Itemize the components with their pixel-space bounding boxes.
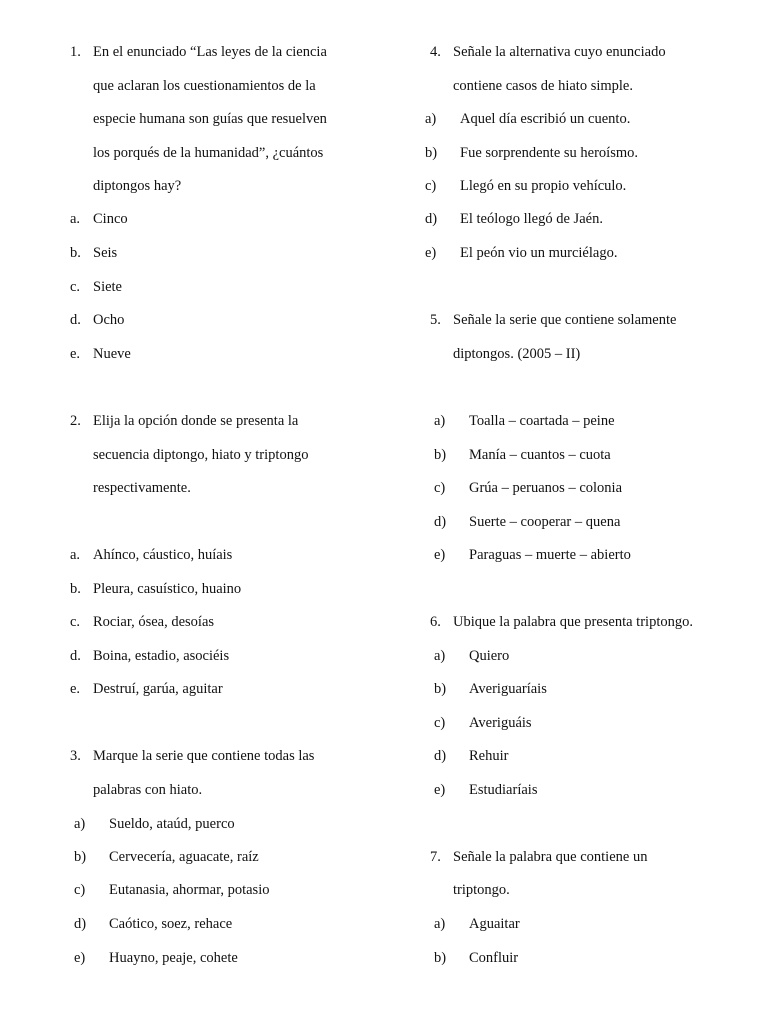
- option-text: Fue sorprendente su heroísmo.: [460, 145, 638, 161]
- option-text: Estudiaríais: [469, 782, 538, 798]
- question-number: 2.: [70, 413, 81, 429]
- question-stem-line: contiene casos de hiato simple.: [453, 78, 633, 94]
- question-stem-line: Elija la opción donde se presenta la: [93, 413, 299, 429]
- option-text: Averiguáis: [469, 715, 532, 731]
- option-label: c): [74, 882, 86, 898]
- option-text: El peón vio un murciélago.: [460, 245, 618, 261]
- option-label: a): [434, 413, 446, 429]
- option-label: d): [434, 748, 447, 764]
- option-text: Quiero: [469, 648, 510, 664]
- option-label: d.: [70, 648, 81, 664]
- option-text: El teólogo llegó de Jaén.: [460, 211, 603, 227]
- option-label: b.: [70, 581, 81, 597]
- option-label: d): [425, 211, 438, 227]
- question-number: 6.: [430, 614, 441, 630]
- option-text: Manía – cuantos – cuota: [469, 447, 611, 463]
- option-text: Ahínco, cáustico, huíais: [93, 547, 233, 563]
- option-label: a.: [70, 547, 81, 563]
- option-label: c.: [70, 279, 81, 295]
- option-label: b): [434, 950, 447, 966]
- question-number: 4.: [430, 44, 441, 60]
- question-stem-line: que aclaran los cuestionamientos de la: [93, 78, 316, 94]
- option-text: Destruí, garúa, aguitar: [93, 681, 223, 697]
- option-text: Paraguas – muerte – abierto: [469, 547, 631, 563]
- question-stem-line: Señale la palabra que contiene un: [453, 849, 648, 865]
- option-text: Ocho: [93, 312, 125, 328]
- option-text: Caótico, soez, rehace: [109, 916, 233, 932]
- question-stem-line: los porqués de la humanidad”, ¿cuántos: [93, 145, 324, 161]
- option-label: a): [425, 111, 437, 127]
- option-label: e): [434, 782, 446, 798]
- question-stem-line: diptongos hay?: [93, 178, 182, 194]
- option-label: d): [434, 514, 447, 530]
- option-text: Siete: [93, 279, 122, 295]
- option-label: b): [434, 681, 447, 697]
- option-text: Seis: [93, 245, 118, 261]
- option-label: e.: [70, 681, 81, 697]
- option-text: Rehuir: [469, 748, 509, 764]
- option-label: b): [74, 849, 87, 865]
- option-label: b.: [70, 245, 81, 261]
- option-text: Grúa – peruanos – colonia: [469, 480, 623, 496]
- option-text: Huayno, peaje, cohete: [109, 950, 238, 966]
- option-label: a.: [70, 211, 81, 227]
- option-label: c): [425, 178, 437, 194]
- question-number: 7.: [430, 849, 441, 865]
- option-label: d.: [70, 312, 81, 328]
- option-text: Suerte – cooperar – quena: [469, 514, 621, 530]
- option-text: Confluir: [469, 950, 519, 966]
- option-text: Sueldo, ataúd, puerco: [109, 816, 235, 832]
- option-text: Aguaitar: [469, 916, 520, 932]
- option-label: a): [434, 648, 446, 664]
- option-text: Aquel día escribió un cuento.: [460, 111, 631, 127]
- option-text: Nueve: [93, 346, 131, 362]
- option-text: Boina, estadio, asociéis: [93, 648, 230, 664]
- option-label: a): [74, 816, 86, 832]
- option-text: Llegó en su propio vehículo.: [460, 178, 627, 194]
- option-text: Toalla – coartada – peine: [469, 413, 615, 429]
- question-stem-line: triptongo.: [453, 882, 510, 898]
- option-text: Averiguaríais: [469, 681, 547, 697]
- option-text: Cinco: [93, 211, 128, 227]
- question-stem-line: Señale la alternativa cuyo enunciado: [453, 44, 666, 60]
- option-text: Cervecería, aguacate, raíz: [109, 849, 259, 865]
- question-stem-line: Ubique la palabra que presenta triptongo.: [453, 614, 693, 630]
- option-label: e): [74, 950, 86, 966]
- option-text: Pleura, casuístico, huaino: [93, 581, 242, 597]
- question-stem-line: Señale la serie que contiene solamente: [453, 312, 677, 328]
- question-stem-line: En el enunciado “Las leyes de la ciencia: [93, 44, 327, 60]
- question-stem-line: diptongos. (2005 – II): [453, 346, 581, 362]
- option-label: c): [434, 715, 446, 731]
- option-label: b): [434, 447, 447, 463]
- option-text: Rociar, ósea, desoías: [93, 614, 215, 630]
- option-label: c.: [70, 614, 81, 630]
- question-stem-line: palabras con hiato.: [93, 782, 203, 798]
- option-label: d): [74, 916, 87, 932]
- question-number: 1.: [70, 44, 81, 60]
- question-stem-line: Marque la serie que contiene todas las: [93, 748, 315, 764]
- question-stem-line: secuencia diptongo, hiato y triptongo: [93, 447, 309, 463]
- question-stem-line: especie humana son guías que resuelven: [93, 111, 327, 127]
- option-text: Eutanasia, ahormar, potasio: [109, 882, 270, 898]
- option-label: a): [434, 916, 446, 932]
- question-number: 5.: [430, 312, 441, 328]
- option-label: e.: [70, 346, 81, 362]
- option-label: b): [425, 145, 438, 161]
- option-label: e): [434, 547, 446, 563]
- option-label: e): [425, 245, 437, 261]
- option-label: c): [434, 480, 446, 496]
- question-stem-line: respectivamente.: [93, 480, 191, 496]
- question-number: 3.: [70, 748, 81, 764]
